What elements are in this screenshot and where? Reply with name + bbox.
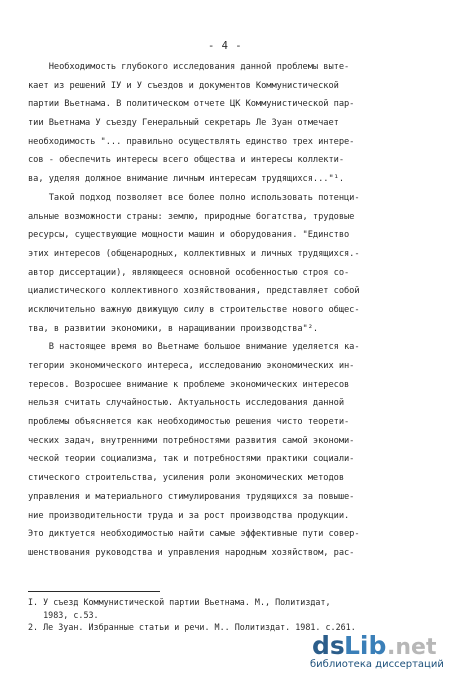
text-line: альные возможности страны: землю, природные богатства, трудовые bbox=[28, 211, 355, 222]
text-line: Это диктуется необходимостью найти самые эффективные пути совер- bbox=[28, 529, 360, 540]
text-line: ва, уделяя должное внимание личным интересам трудящихся..."¹. bbox=[28, 174, 345, 185]
text-line: сов - обеспечить интересы всего общества и интересы коллекти- bbox=[28, 155, 345, 166]
text-line: ческих задач, внутренними потребностями развития самой экономи- bbox=[28, 435, 355, 446]
text-line: В настоящее время во Вьетнаме большое внимание уделяется ка- bbox=[28, 342, 360, 353]
footnotes bbox=[28, 596, 438, 634]
footnote-line: 1983, с.53. bbox=[28, 609, 99, 620]
page-number: - 4 - bbox=[207, 40, 243, 52]
footnote-line: 2. Ле Зуан. Избранные статьи и речи. М.. Политиздат. 1981. с.261. bbox=[28, 622, 356, 632]
text-line: тва, в развитии экономики, в наращивании производства"². bbox=[28, 323, 319, 334]
text-line: циалистического коллективного хозяйствования, представляет собой bbox=[28, 286, 360, 297]
text-line: нельзя считать случайностью. Актуальность исследования данной bbox=[28, 398, 345, 409]
text-line: шенствования руководства и управления народным хозяйством, рас- bbox=[28, 547, 355, 558]
text-line: ние производительности труда и за рост производства продукции. bbox=[28, 510, 350, 521]
text-line: Такой подход позволяет все более полно использовать потенци- bbox=[28, 192, 360, 203]
watermark[interactable] bbox=[310, 629, 444, 673]
text-line: управления и материального стимулирования трудящихся за повыше- bbox=[28, 491, 355, 502]
footnote-separator bbox=[28, 591, 160, 592]
svg-text:Lib: Lib bbox=[344, 631, 387, 659]
text-line: исключительно важную движущую силу в строительстве нового общес- bbox=[28, 304, 360, 315]
text-line: ресурсы, существующие мощности машин и оборудования. "Единство bbox=[28, 230, 350, 241]
text-line: автор диссертации), являющееся основной особенностью строя со- bbox=[28, 267, 350, 278]
text-line: тии Вьетнама У съезду Генеральный секретарь Ле Зуан отмечает bbox=[28, 118, 339, 129]
body-text bbox=[28, 58, 436, 563]
text-line: партии Вьетнама. В политическом отчете ЦК Коммунистической пар- bbox=[28, 99, 355, 110]
svg-text:ds: ds bbox=[312, 631, 345, 659]
text-line: проблемы объясняется как необходимостью решения чисто теорети- bbox=[28, 417, 350, 428]
text-line: кает из решений IУ и У съездов и документов Коммунистической bbox=[28, 80, 339, 91]
text-line: этих интересов (общенародных, коллективных и личных трудящихся.- bbox=[28, 248, 360, 259]
text-line: Необходимость глубокого исследования данной проблемы выте- bbox=[28, 62, 350, 72]
footnote-line: I. У съезд Коммунистической партии Вьетнама. М., Политиздат, bbox=[28, 597, 331, 607]
text-line: тегории экономического интереса, исследованию экономических ин- bbox=[28, 361, 355, 371]
watermark-tagline: библиотека диссертаций bbox=[310, 659, 444, 670]
text-line: тересов. Возросшее внимание к проблеме экономических интересов bbox=[28, 379, 350, 390]
dslib-logo bbox=[310, 629, 438, 659]
text-line: ческой теории социализма, так и потребностями практики социали- bbox=[28, 454, 355, 465]
svg-text:.net: .net bbox=[387, 635, 437, 659]
text-line: стического строительства, усиления роли экономических методов bbox=[28, 473, 345, 484]
text-line: необходимость "... правильно осуществлять единство трех интере- bbox=[28, 136, 355, 147]
